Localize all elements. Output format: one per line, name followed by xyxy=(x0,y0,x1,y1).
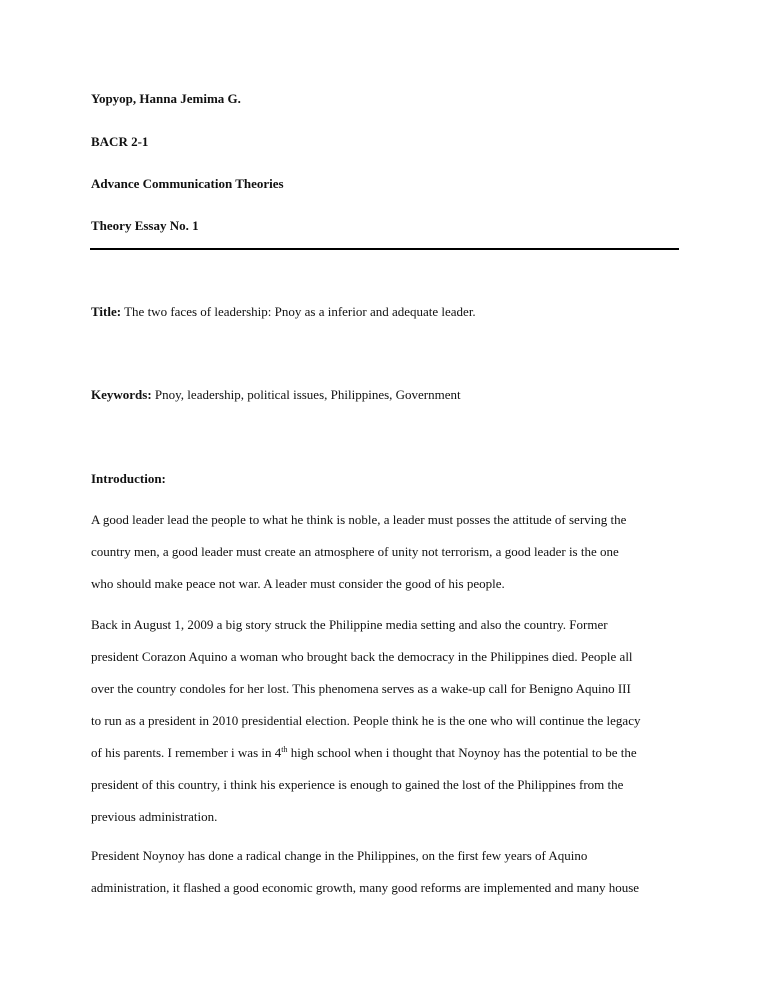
line-text-before: of his parents. I remember i was in 4 xyxy=(91,745,282,760)
paragraph-line: President Noynoy has done a radical change in the Philippines, on the first few years of Aquino xyxy=(91,848,588,863)
paragraph-line: who should make peace not war. A leader must consider the good of his people. xyxy=(91,576,505,591)
paragraph-2 xyxy=(91,609,681,833)
keywords-text: Pnoy, leadership, political issues, Philippines, Government xyxy=(154,387,461,402)
introduction-heading: Introduction: xyxy=(91,471,166,486)
class-section: BACR 2-1 xyxy=(91,134,149,149)
line-text-after: high school when i thought that Noynoy has the potential to be the xyxy=(287,745,637,760)
ordinal-superscript: th xyxy=(281,745,288,754)
paragraph-line: A good leader lead the people to what he think is noble, a leader must posses the attitude of serving the xyxy=(91,512,627,527)
paragraph-3 xyxy=(91,840,681,904)
header-divider xyxy=(90,248,679,250)
essay-number: Theory Essay No. 1 xyxy=(91,218,199,233)
paragraph-line: country men, a good leader must create an atmosphere of unity not terrorism, a good leader is the one xyxy=(91,544,619,559)
keywords-line xyxy=(91,387,461,403)
title-text: The two faces of leadership: Pnoy as a inferior and adequate leader. xyxy=(124,304,476,319)
title-line xyxy=(91,304,476,320)
paragraph-line: president Corazon Aquino a woman who brought back the democracy in the Philippines died. People all xyxy=(91,649,633,664)
author-name: Yopyop, Hanna Jemima G. xyxy=(91,91,241,106)
paragraph-line: president of this country, i think his experience is enough to gained the lost of the Philippines from the xyxy=(91,777,624,792)
paragraph-line: previous administration. xyxy=(91,809,218,824)
paragraph-line: to run as a president in 2010 presidential election. People think he is the one who will continue the legacy xyxy=(91,713,641,728)
paragraph-line-with-superscript xyxy=(91,737,681,769)
paragraph-line: Back in August 1, 2009 a big story struck the Philippine media setting and also the country. Former xyxy=(91,617,608,632)
title-label: Title: xyxy=(91,304,122,319)
paragraph-line: administration, it flashed a good economic growth, many good reforms are implemented and many house xyxy=(91,880,640,895)
paragraph-line: over the country condoles for her lost. This phenomena serves as a wake-up call for Benigno Aquino III xyxy=(91,681,631,696)
paragraph-1 xyxy=(91,504,681,600)
course-name: Advance Communication Theories xyxy=(91,176,284,191)
keywords-label: Keywords: xyxy=(91,387,152,402)
